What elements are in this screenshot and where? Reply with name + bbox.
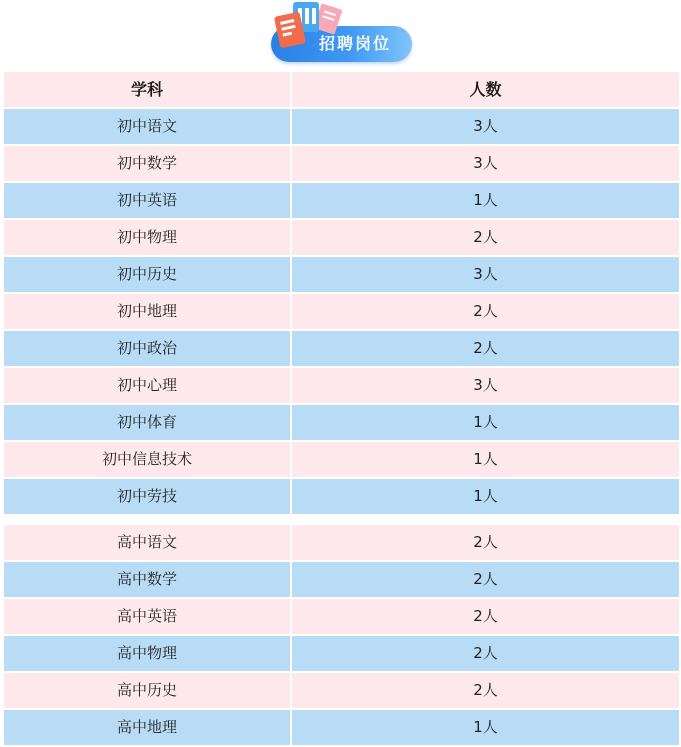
recruitment-table: [4, 72, 679, 747]
subject-cell: 初中地理: [4, 294, 290, 329]
count-cell: 3人: [292, 368, 679, 403]
count-cell: 2人: [292, 294, 679, 329]
count-cell: 2人: [292, 525, 679, 560]
count-cell: 2人: [292, 562, 679, 597]
subject-cell: 高中英语: [4, 599, 290, 634]
table-row: [4, 257, 679, 292]
subject-cell: 高中数学: [4, 562, 290, 597]
subject-cell: 初中语文: [4, 109, 290, 144]
table-header-row: [4, 72, 679, 107]
subject-cell: 初中物理: [4, 220, 290, 255]
table-row: [4, 710, 679, 745]
count-cell: 1人: [292, 442, 679, 477]
table-row: [4, 109, 679, 144]
count-cell: 3人: [292, 146, 679, 181]
table-row: [4, 146, 679, 181]
table-row: [4, 479, 679, 514]
subject-cell: 初中英语: [4, 183, 290, 218]
count-cell: 2人: [292, 636, 679, 671]
count-cell: 2人: [292, 331, 679, 366]
count-cell: 3人: [292, 257, 679, 292]
count-cell: 1人: [292, 710, 679, 745]
subject-cell: 高中历史: [4, 673, 290, 708]
subject-cell: 初中历史: [4, 257, 290, 292]
table-row: [4, 331, 679, 366]
column-header-subject: 学科: [4, 72, 290, 107]
table-row: [4, 525, 679, 560]
section-title: 招聘岗位: [318, 34, 391, 53]
count-cell: 2人: [292, 673, 679, 708]
subject-cell: 初中信息技术: [4, 442, 290, 477]
table-row: [4, 599, 679, 634]
table-row: [4, 220, 679, 255]
count-cell: 2人: [292, 599, 679, 634]
subject-cell: 高中地理: [4, 710, 290, 745]
column-header-count: 人数: [292, 72, 679, 107]
subject-cell: 初中政治: [4, 331, 290, 366]
document-folder-icon: [271, 0, 343, 52]
table-row: [4, 294, 679, 329]
table-row: [4, 442, 679, 477]
subject-cell: 初中体育: [4, 405, 290, 440]
subject-cell: 初中劳技: [4, 479, 290, 514]
section-header: [0, 0, 681, 66]
subject-cell: 高中物理: [4, 636, 290, 671]
table-row: [4, 183, 679, 218]
table-row: [4, 405, 679, 440]
table-row: [4, 368, 679, 403]
subject-cell: 初中数学: [4, 146, 290, 181]
count-cell: 2人: [292, 220, 679, 255]
subject-cell: 高中语文: [4, 525, 290, 560]
count-cell: 1人: [292, 183, 679, 218]
table-row: [4, 636, 679, 671]
count-cell: 3人: [292, 109, 679, 144]
table-row: [4, 673, 679, 708]
count-cell: 1人: [292, 405, 679, 440]
subject-cell: 初中心理: [4, 368, 290, 403]
count-cell: 1人: [292, 479, 679, 514]
table-row: [4, 562, 679, 597]
